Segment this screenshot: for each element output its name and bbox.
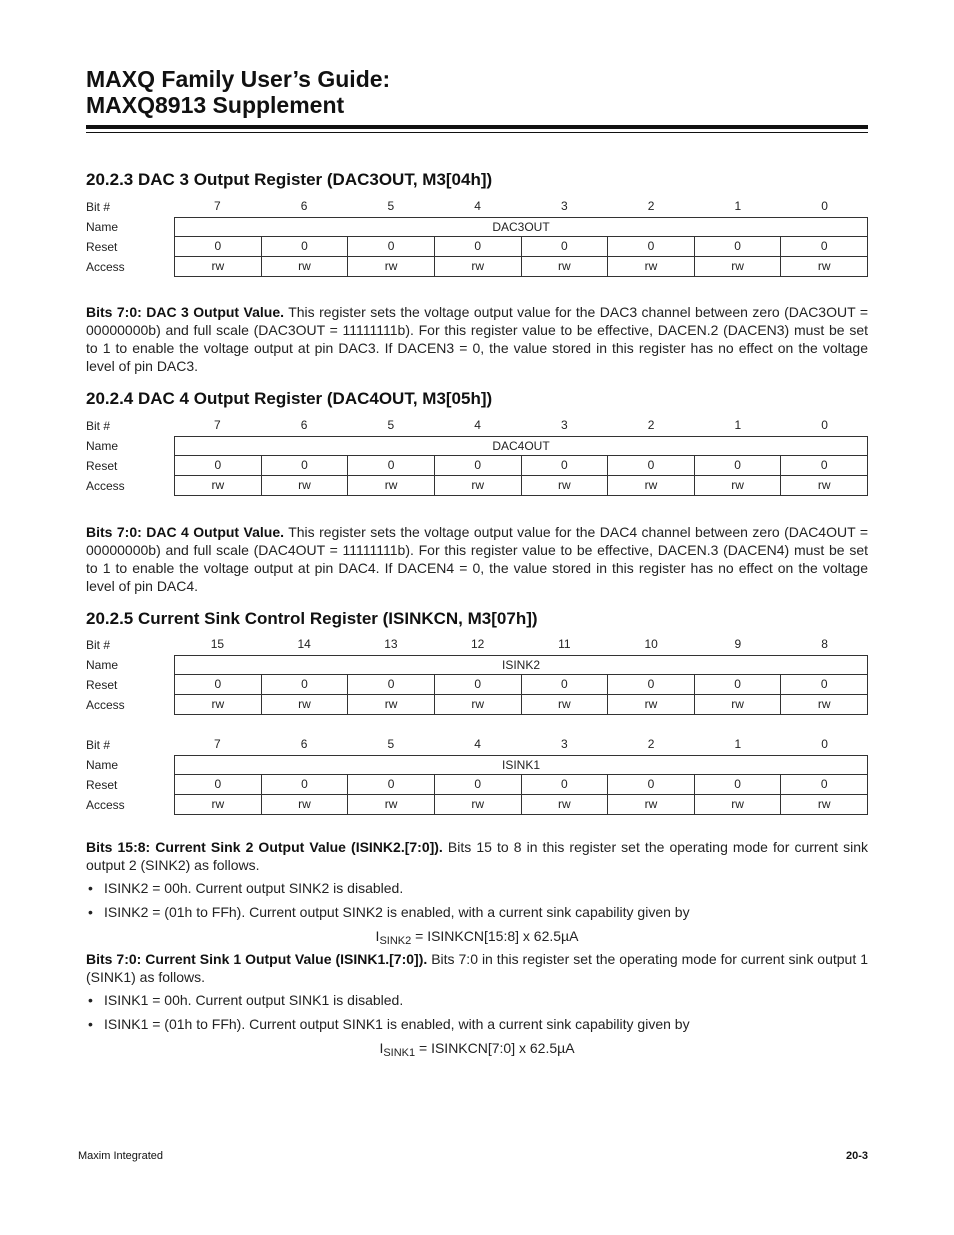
access-type-row xyxy=(86,795,868,815)
access-type-cell: rw xyxy=(607,257,694,276)
bit-number-row xyxy=(86,635,868,655)
bullet-isink1-enabled-text: ISINK1 = (01h to FFh). Current output SINK1 is enabled, with a current sink capability given by xyxy=(104,1016,690,1032)
description-isink1-bold: Bits 7:0: Current Sink 1 Output Value (ISINK1.[7:0]). xyxy=(86,951,428,967)
reset-value-cell: 0 xyxy=(694,456,781,475)
description-isink2-bold: Bits 15:8: Current Sink 2 Output Value (ISINK2.[7:0]). xyxy=(86,839,443,855)
bit-number-cell: 14 xyxy=(297,637,311,651)
description-dac3-bold: Bits 7:0: DAC 3 Output Value. xyxy=(86,304,285,320)
bit-number-label: Bit # xyxy=(86,200,111,214)
bit-number-cell: 8 xyxy=(821,637,828,651)
description-isink2 xyxy=(86,838,868,874)
description-dac4-text: This register sets the voltage output value for the DAC4 channel between zero (DAC4OUT = 00000000b) and full scale (DAC4OUT = 11111111b). For this register value to be effective, DACEN.3 (DACEN4) must be set to 1 to enable the voltage output at pin DAC4. If DACEN4 = 0, the value stored in this register has no effect on the voltage level of pin DAC4. xyxy=(86,524,869,594)
access-type-cell: rw xyxy=(211,797,225,811)
reset-value-cell: 0 xyxy=(694,237,781,256)
formula-isink1-rest: = ISINKCN[7:0] x 62.5µA xyxy=(415,1040,575,1056)
footer-page-number: 20-3 xyxy=(845,1150,868,1162)
access-type-cells xyxy=(174,476,868,496)
access-type-cell: rw xyxy=(607,795,694,814)
bit-number-cell: 7 xyxy=(214,418,221,432)
access-type-cell: rw xyxy=(261,795,348,814)
reset-value-row xyxy=(86,675,868,695)
access-type-label: Access xyxy=(86,698,125,712)
reset-value-cell: 0 xyxy=(434,237,521,256)
bit-number-label: Bit # xyxy=(86,638,111,652)
access-type-cell: rw xyxy=(694,257,781,276)
bit-number-cell: 2 xyxy=(647,199,655,213)
access-type-cells xyxy=(174,695,868,715)
reset-value-cell: 0 xyxy=(521,237,608,256)
description-isink2-text: Bits 15 to 8 in this register set the operating mode for current sink output 2 (SINK2) as follows. xyxy=(86,839,868,873)
reset-value-cell: 0 xyxy=(261,675,348,694)
reset-value-cell: 0 xyxy=(521,775,608,794)
bit-number-cell: 9 xyxy=(734,637,742,651)
reset-value-cell: 0 xyxy=(694,675,781,694)
access-type-label: Access xyxy=(86,260,125,274)
bullet-isink1-disabled-text: ISINK1 = 00h. Current output SINK1 is disabled. xyxy=(104,992,404,1008)
bit-number-label: Bit # xyxy=(86,419,111,433)
register-name-label: Name xyxy=(86,758,119,772)
bit-number-cell: 4 xyxy=(474,199,481,213)
reset-value-cell: 0 xyxy=(434,675,521,694)
reset-value-label: Reset xyxy=(86,678,118,692)
reset-value-cell: 0 xyxy=(694,775,781,794)
access-type-label: Access xyxy=(86,479,125,493)
bit-number-cell: 0 xyxy=(821,737,828,751)
reset-value-cell: 0 xyxy=(347,237,434,256)
bit-number-cell: 13 xyxy=(384,637,398,651)
register-name-cell xyxy=(174,436,868,456)
bullet-isink2-enabled-text: ISINK2 = (01h to FFh). Current output SINK2 is enabled, with a current sink capability given by xyxy=(104,904,690,920)
description-isink1 xyxy=(86,950,868,986)
bit-number-cell: 2 xyxy=(647,737,655,751)
bit-number-label: Bit # xyxy=(86,738,111,752)
register-name-cell xyxy=(174,217,868,237)
bullet-dot: • xyxy=(88,880,93,896)
bit-number-cell: 3 xyxy=(561,418,568,432)
access-type-cell: rw xyxy=(780,476,867,495)
access-type-cell: rw xyxy=(347,257,434,276)
bit-number-cells xyxy=(174,635,868,655)
reset-value-cells xyxy=(174,237,868,257)
access-type-cell: rw xyxy=(607,695,694,714)
access-type-row xyxy=(86,257,868,277)
access-type-cell: rw xyxy=(434,257,521,276)
access-type-cell: rw xyxy=(694,695,781,714)
reset-value-cell: 0 xyxy=(347,775,434,794)
register-name-value: ISINK2 xyxy=(501,658,540,672)
bit-number-row xyxy=(86,197,868,217)
reset-value-cell: 0 xyxy=(607,775,694,794)
reset-value-row xyxy=(86,237,868,257)
reset-value-label: Reset xyxy=(86,459,118,473)
access-type-cell: rw xyxy=(211,478,225,492)
bit-number-cell: 2 xyxy=(647,418,655,432)
reset-value-cell: 0 xyxy=(261,775,348,794)
reset-value-cell: 0 xyxy=(347,456,434,475)
access-type-label: Access xyxy=(86,798,125,812)
access-type-cell: rw xyxy=(211,697,225,711)
bit-number-cell: 1 xyxy=(734,199,742,213)
reset-value-label: Reset xyxy=(86,778,118,792)
section-heading-dac4: 20.2.4 DAC 4 Output Register (DAC4OUT, M3[05h]) xyxy=(86,389,493,408)
access-type-cell: rw xyxy=(347,695,434,714)
register-name-label: Name xyxy=(86,658,119,672)
access-type-cell: rw xyxy=(261,695,348,714)
access-type-cell: rw xyxy=(261,476,348,495)
access-type-cell: rw xyxy=(347,795,434,814)
formula-isink1-sub: SINK1 xyxy=(383,1047,416,1059)
register-table-isinkcn-low xyxy=(86,735,868,815)
footer-company: Maxim Integrated xyxy=(78,1150,163,1162)
document-title xyxy=(86,66,868,118)
bit-number-cell: 6 xyxy=(300,199,308,213)
bit-number-cell: 4 xyxy=(474,737,481,751)
bullet-isink1-disabled xyxy=(86,991,868,1009)
formula-isink2-sub: SINK2 xyxy=(379,935,412,947)
description-dac3-text: This register sets the voltage output value for the DAC3 channel between zero (DAC3OUT = 00000000b) and full scale (DAC3OUT = 11111111b). For this register value to be effective, DACEN.2 (DACEN3) must be set to 1 to enable the voltage output at pin DAC3. If DACEN3 = 0, the value stored in this register has no effect on the voltage level of pin DAC3. xyxy=(86,304,869,374)
reset-value-label: Reset xyxy=(86,240,118,254)
register-table-dac3out xyxy=(86,197,868,277)
bit-number-cell: 5 xyxy=(387,737,395,751)
reset-value-row xyxy=(86,775,868,795)
register-name-row xyxy=(86,217,868,237)
access-type-row xyxy=(86,476,868,496)
section-heading-dac3: 20.2.3 DAC 3 Output Register (DAC3OUT, M3[04h]) xyxy=(86,170,493,189)
register-name-value: DAC4OUT xyxy=(492,439,550,453)
reset-value-cell: 0 xyxy=(261,456,348,475)
register-name-cell xyxy=(174,755,868,775)
reset-value-cells xyxy=(174,775,868,795)
bullet-isink1-enabled xyxy=(86,1015,868,1033)
access-type-cell: rw xyxy=(521,795,608,814)
reset-value-cell: 0 xyxy=(214,677,222,691)
bullet-dot: • xyxy=(88,904,93,920)
reset-value-cell: 0 xyxy=(780,456,867,475)
description-isink1-text: Bits 7:0 in this register set the operating mode for current sink output 1 (SINK1) as follows. xyxy=(86,951,868,985)
description-dac3 xyxy=(86,303,868,375)
access-type-cell: rw xyxy=(261,257,348,276)
access-type-cell: rw xyxy=(434,795,521,814)
bullet-isink2-disabled xyxy=(86,879,868,897)
register-name-row xyxy=(86,655,868,675)
reset-value-row xyxy=(86,456,868,476)
header-rule-thick xyxy=(86,125,868,129)
bit-number-cells xyxy=(174,197,868,217)
bit-number-cell: 7 xyxy=(214,199,221,213)
access-type-cell: rw xyxy=(780,795,867,814)
bit-number-cell: 5 xyxy=(387,418,395,432)
formula-isink2 xyxy=(0,927,954,950)
access-type-cell: rw xyxy=(434,695,521,714)
bullet-isink2-disabled-text: ISINK2 = 00h. Current output SINK2 is disabled. xyxy=(104,880,404,896)
register-name-label: Name xyxy=(86,439,119,453)
header-rule-thin xyxy=(86,132,868,133)
access-type-cells xyxy=(174,795,868,815)
bit-number-cell: 3 xyxy=(561,199,568,213)
reset-value-cell: 0 xyxy=(214,458,222,472)
bit-number-cell: 5 xyxy=(387,199,395,213)
access-type-cell: rw xyxy=(521,476,608,495)
bit-number-row xyxy=(86,735,868,755)
reset-value-cell: 0 xyxy=(780,675,867,694)
access-type-cell: rw xyxy=(521,695,608,714)
register-name-value: DAC3OUT xyxy=(492,220,550,234)
reset-value-cell: 0 xyxy=(521,675,608,694)
reset-value-cell: 0 xyxy=(521,456,608,475)
bit-number-cell: 4 xyxy=(474,418,481,432)
access-type-cell: rw xyxy=(347,476,434,495)
reset-value-cells xyxy=(174,456,868,476)
bit-number-cell: 0 xyxy=(821,418,828,432)
bit-number-row xyxy=(86,416,868,436)
bit-number-cell: 7 xyxy=(214,737,221,751)
bit-number-cell: 1 xyxy=(734,418,742,432)
bit-number-cell: 15 xyxy=(210,637,225,651)
reset-value-cell: 0 xyxy=(347,675,434,694)
bullet-dot: • xyxy=(88,1016,93,1032)
reset-value-cell: 0 xyxy=(780,237,867,256)
description-dac4-bold: Bits 7:0: DAC 4 Output Value. xyxy=(86,524,285,540)
bit-number-cell: 6 xyxy=(300,737,308,751)
formula-isink2-rest: = ISINKCN[15:8] x 62.5µA xyxy=(411,928,579,944)
reset-value-cell: 0 xyxy=(607,456,694,475)
reset-value-cell: 0 xyxy=(607,675,694,694)
formula-isink2-i: I xyxy=(375,928,380,944)
reset-value-cell: 0 xyxy=(434,456,521,475)
formula-isink1-i: I xyxy=(379,1040,384,1056)
bullet-isink2-enabled xyxy=(86,903,868,921)
access-type-cell: rw xyxy=(434,476,521,495)
access-type-cell: rw xyxy=(694,476,781,495)
reset-value-cell: 0 xyxy=(261,237,348,256)
reset-value-cell: 0 xyxy=(780,775,867,794)
access-type-cell: rw xyxy=(211,259,225,273)
bit-number-cell: 10 xyxy=(644,637,658,651)
bit-number-cell: 0 xyxy=(821,199,828,213)
bit-number-cells xyxy=(174,416,868,436)
reset-value-cell: 0 xyxy=(607,237,694,256)
register-table-dac4out xyxy=(86,416,868,496)
bullet-dot: • xyxy=(88,992,93,1008)
access-type-cell: rw xyxy=(780,695,867,714)
access-type-row xyxy=(86,695,868,715)
register-name-row xyxy=(86,755,868,775)
bit-number-cell: 6 xyxy=(300,418,308,432)
description-dac4 xyxy=(86,523,868,595)
register-name-cell xyxy=(174,655,868,675)
access-type-cell: rw xyxy=(521,257,608,276)
title-line-1: MAXQ Family User’s Guide: xyxy=(86,66,391,92)
register-name-label: Name xyxy=(86,220,119,234)
bit-number-cell: 12 xyxy=(470,637,485,651)
access-type-cell: rw xyxy=(780,257,867,276)
title-line-2: MAXQ8913 Supplement xyxy=(86,92,345,118)
reset-value-cell: 0 xyxy=(214,777,222,791)
register-table-isinkcn-high xyxy=(86,635,868,715)
bit-number-cell: 3 xyxy=(561,737,568,751)
reset-value-cell: 0 xyxy=(214,239,222,253)
register-name-row xyxy=(86,436,868,456)
access-type-cell: rw xyxy=(607,476,694,495)
bit-number-cell: 1 xyxy=(734,737,742,751)
reset-value-cell: 0 xyxy=(434,775,521,794)
access-type-cell: rw xyxy=(694,795,781,814)
bit-number-cells xyxy=(174,735,868,755)
formula-isink1 xyxy=(0,1039,954,1062)
document-header xyxy=(86,66,868,118)
section-heading-isinkcn: 20.2.5 Current Sink Control Register (ISINKCN, M3[07h]) xyxy=(86,609,538,628)
bit-number-cell: 11 xyxy=(558,637,571,651)
access-type-cells xyxy=(174,257,868,277)
register-name-value: ISINK1 xyxy=(501,758,540,772)
reset-value-cells xyxy=(174,675,868,695)
